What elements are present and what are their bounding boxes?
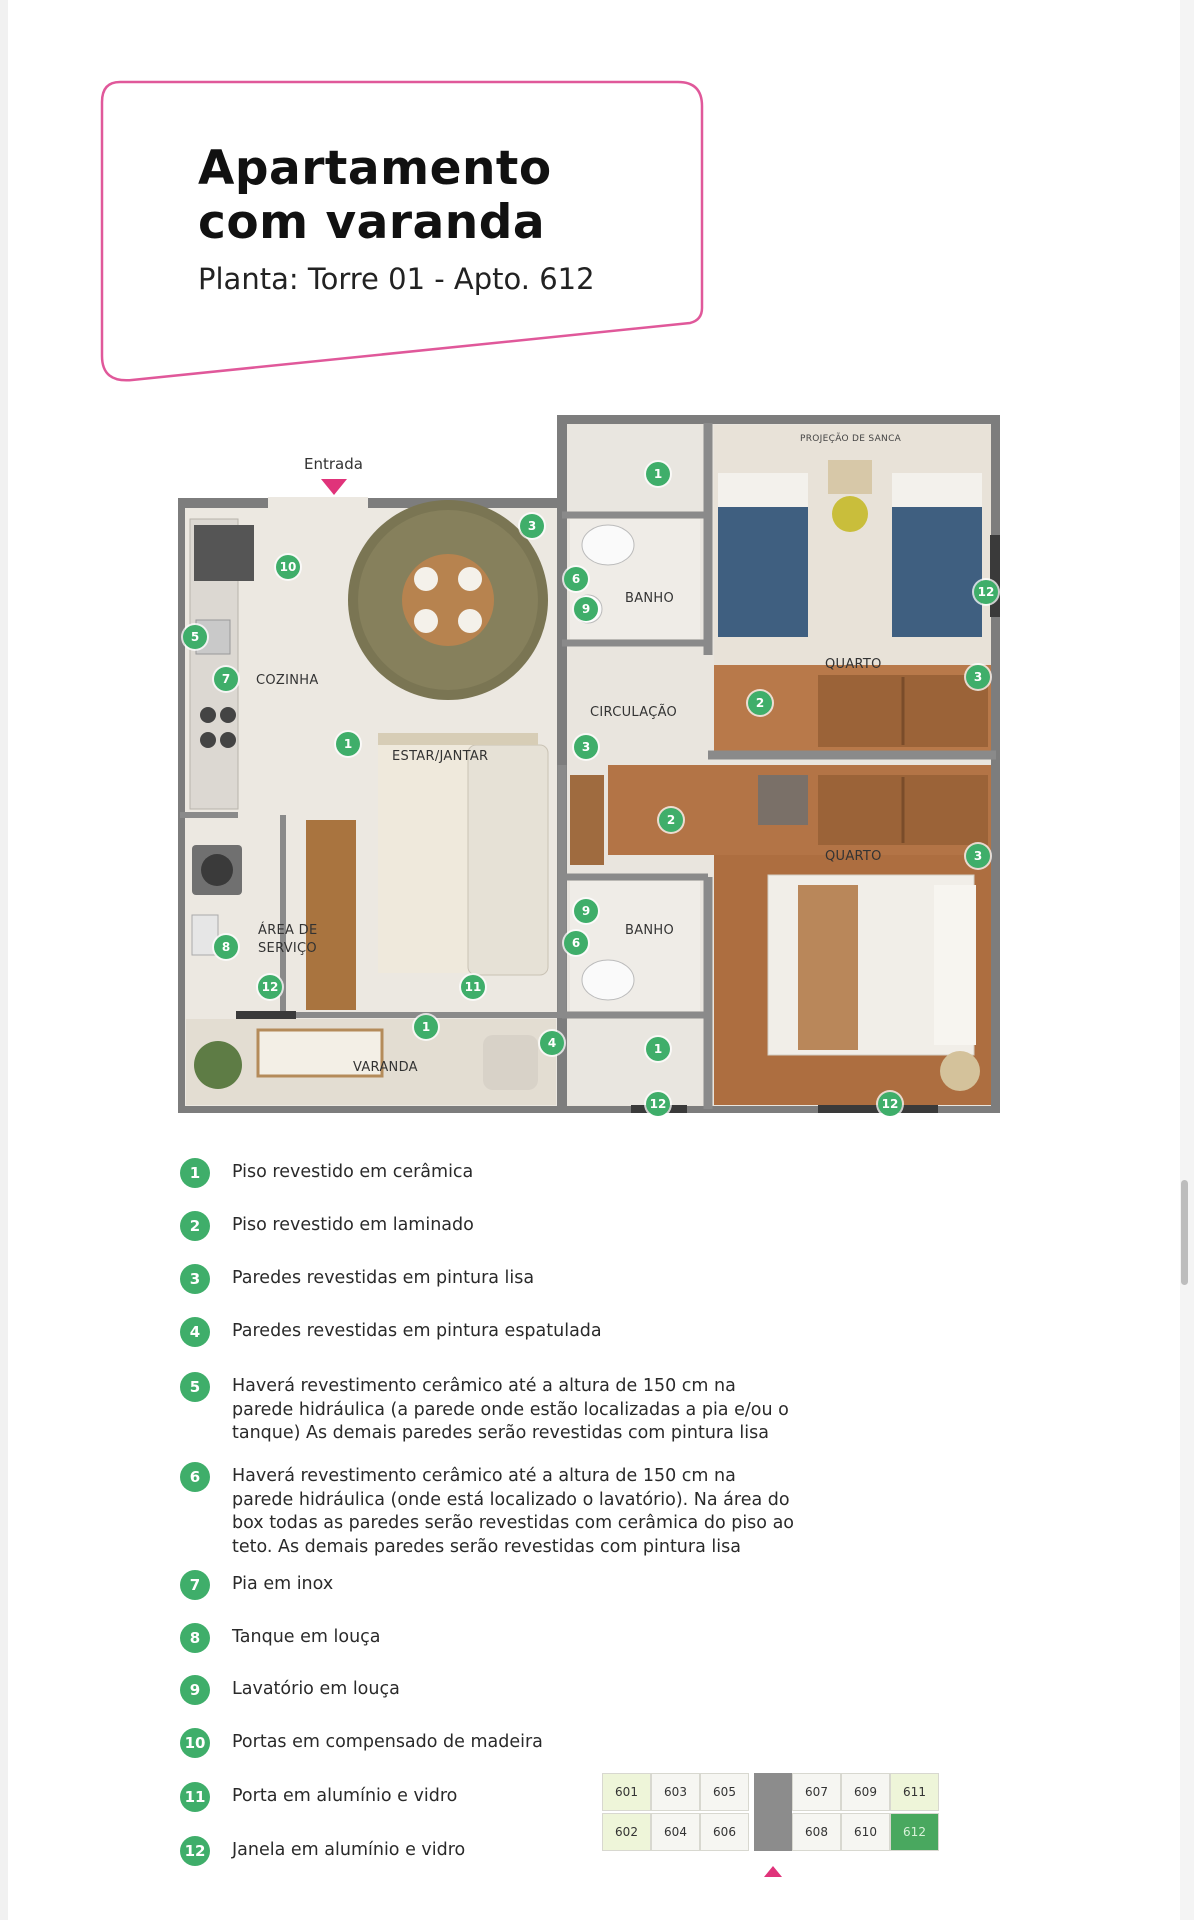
unit-cell: 611 xyxy=(890,1773,939,1811)
plan-marker-8: 8 xyxy=(214,935,238,959)
legend-text: Haverá revestimento cerâmico até a altura de 150 cm na parede hidráulica (onde está localizado o lavatório). Na área do box todas as paredes serão revestidas com cerâmica do piso ao teto. As demais paredes serão revestidas com pintura lisa xyxy=(232,1466,794,1557)
plan-marker-11: 11 xyxy=(461,975,485,999)
plan-marker-3: 3 xyxy=(520,514,544,538)
legend-text: Piso revestido em cerâmica xyxy=(232,1162,474,1182)
legend-text: Lavatório em louça xyxy=(232,1679,400,1699)
legend-text: Haverá revestimento cerâmico até a altura de 150 cm na parede hidráulica (a parede onde estão localizadas a pia e/ou o tanque) As demais paredes serão revestidas com pintura lisa xyxy=(232,1376,789,1443)
entrance-arrow-icon xyxy=(321,479,347,495)
legend-item xyxy=(180,1728,802,1758)
unit-location-map xyxy=(602,1773,942,1883)
scrollbar-thumb[interactable] xyxy=(1181,1180,1188,1285)
legend-item xyxy=(180,1264,802,1294)
label-projecao-sanca: PROJEÇÃO DE SANCA xyxy=(800,434,902,444)
plan-marker-3: 3 xyxy=(966,844,990,868)
room-cozinha: COZINHA xyxy=(256,673,319,688)
legend-text: Paredes revestidas em pintura lisa xyxy=(232,1268,535,1288)
legend-badge: 2 xyxy=(180,1211,210,1241)
room-banho-bottom: BANHO xyxy=(625,923,675,938)
unit-cell: 604 xyxy=(651,1813,700,1851)
room-circulacao: CIRCULAÇÃO xyxy=(590,705,678,720)
plan-marker-1: 1 xyxy=(646,1037,670,1061)
plan-marker-3: 3 xyxy=(966,665,990,689)
legend-item xyxy=(180,1317,802,1347)
legend-item xyxy=(180,1158,802,1188)
page-edge-left xyxy=(0,0,8,1920)
entrance-pointer-icon xyxy=(764,1866,782,1877)
room-area-servico-line1: ÁREA DE xyxy=(258,923,318,938)
plan-marker-2: 2 xyxy=(748,691,772,715)
legend-item xyxy=(180,1372,802,1446)
unit-cell: 606 xyxy=(700,1813,749,1851)
legend-text: Janela em alumínio e vidro xyxy=(232,1840,466,1860)
plan-marker-2: 2 xyxy=(659,808,683,832)
plan-marker-7: 7 xyxy=(214,667,238,691)
legend-text: Paredes revestidas em pintura espatulada xyxy=(232,1321,602,1341)
legend-badge: 8 xyxy=(180,1623,210,1653)
fridge xyxy=(194,525,254,581)
unit-cell: 601 xyxy=(602,1773,651,1811)
legend-badge: 4 xyxy=(180,1317,210,1347)
title-card xyxy=(98,80,704,384)
plan-marker-12: 12 xyxy=(258,975,282,999)
legend-badge: 6 xyxy=(180,1462,210,1492)
plan-marker-10: 10 xyxy=(276,555,300,579)
unit-cell: 608 xyxy=(792,1813,841,1851)
legend-item xyxy=(180,1211,802,1241)
legend-badge: 11 xyxy=(180,1782,210,1812)
plan-marker-1: 1 xyxy=(646,462,670,486)
plan-marker-1: 1 xyxy=(336,732,360,756)
room-quarto-top: QUARTO xyxy=(825,657,882,672)
plan-marker-1: 1 xyxy=(414,1015,438,1039)
legend-text: Porta em alumínio e vidro xyxy=(232,1786,458,1806)
legend-badge: 5 xyxy=(180,1372,210,1402)
legend-item xyxy=(180,1462,802,1559)
title-block xyxy=(198,142,595,296)
plan-marker-6: 6 xyxy=(564,931,588,955)
legend-badge: 3 xyxy=(180,1264,210,1294)
unit-cell: 605 xyxy=(700,1773,749,1811)
plan-marker-6: 6 xyxy=(564,567,588,591)
legend-badge: 9 xyxy=(180,1675,210,1705)
legend-text: Tanque em louça xyxy=(232,1627,381,1647)
unit-cell: 603 xyxy=(651,1773,700,1811)
room-banho-top: BANHO xyxy=(625,591,675,606)
page-title-line-1: Apartamento xyxy=(198,141,552,196)
unit-cell: 607 xyxy=(792,1773,841,1811)
plan-marker-12: 12 xyxy=(878,1092,902,1116)
legend-item xyxy=(180,1675,802,1705)
plan-marker-4: 4 xyxy=(540,1031,564,1055)
legend-badge: 12 xyxy=(180,1836,210,1866)
legend-badge: 7 xyxy=(180,1570,210,1600)
page-subtitle: Planta: Torre 01 - Apto. 612 xyxy=(198,262,595,296)
unit-cell: 610 xyxy=(841,1813,890,1851)
legend-text: Piso revestido em laminado xyxy=(232,1215,474,1235)
room-varanda: VARANDA xyxy=(353,1060,418,1075)
legend-text: Pia em inox xyxy=(232,1574,334,1594)
unit-cell: 609 xyxy=(841,1773,890,1811)
plan-marker-9: 9 xyxy=(574,597,598,621)
plan-marker-9: 9 xyxy=(574,899,598,923)
room-area-servico-line2: SERVIÇO xyxy=(258,941,317,956)
room-estar-jantar: ESTAR/JANTAR xyxy=(392,749,489,764)
legend-item xyxy=(180,1570,802,1600)
floor-plan-drawing xyxy=(178,415,1000,1113)
plan-marker-3: 3 xyxy=(574,735,598,759)
plan-marker-12: 12 xyxy=(646,1092,670,1116)
page-edge-right xyxy=(1180,0,1194,1920)
legend-item xyxy=(180,1623,802,1653)
room-quarto-bottom: QUARTO xyxy=(825,849,882,864)
plan-marker-5: 5 xyxy=(183,625,207,649)
floor-plan xyxy=(178,415,1000,1113)
unit-cell-current: 612 xyxy=(890,1813,939,1851)
entrance-label: Entrada xyxy=(304,455,363,473)
plan-marker-12: 12 xyxy=(974,580,998,604)
legend-badge: 10 xyxy=(180,1728,210,1758)
page-title-line-2: com varanda xyxy=(198,195,546,250)
legend-text: Portas em compensado de madeira xyxy=(232,1732,543,1752)
legend-badge: 1 xyxy=(180,1158,210,1188)
building-core xyxy=(754,1773,792,1851)
unit-cell: 602 xyxy=(602,1813,651,1851)
